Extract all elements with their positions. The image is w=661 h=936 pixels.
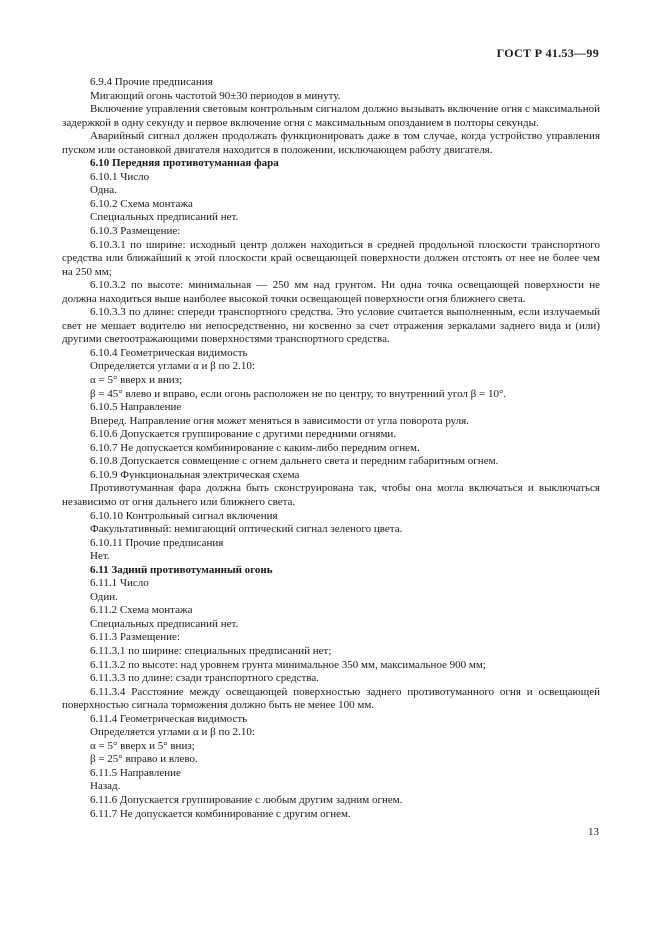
document-id: ГОСТ Р 41.53—99 bbox=[496, 46, 599, 60]
paragraph: 6.11.2 Схема монтажа bbox=[90, 604, 193, 617]
paragraph: Один. bbox=[90, 590, 118, 603]
paragraph: β = 25° вправо и влево. bbox=[90, 753, 198, 766]
paragraph: 6.10.3.2 по высоте: минимальная — 250 мм над грунтом. Ни одна точка освещающей поверхности не должна находиться выше наиболее высокой точки освещающей поверхности огня ближнего света. bbox=[62, 279, 600, 305]
paragraph: 6.10.3.3 по длине: спереди транспортного средства. Это условие считается выполненным, если излучаемый свет не мешает водителю ни непосредственно, ни косвенно за счет отражения зеркалами заднего вида и (или) другими светоотражающими поверхностями транспортного средства. bbox=[62, 306, 600, 346]
paragraph: Аварийный сигнал должен продолжать функционировать даже в том случае, когда устройство управления пуском или остановкой двигателя находится в положении, исключающем работу двигателя. bbox=[62, 130, 600, 156]
paragraph: Вперед. Направление огня может меняться в зависимости от угла поворота руля. bbox=[90, 414, 469, 427]
paragraph: Определяется углами α и β по 2.10: bbox=[90, 360, 255, 373]
paragraph: 6.11.3.3 по длине: сзади транспортного средства. bbox=[90, 672, 319, 685]
paragraph: Нет. bbox=[90, 550, 110, 563]
paragraph: 6.10.5 Направление bbox=[90, 401, 182, 414]
paragraph: 6.10.4 Геометрическая видимость bbox=[90, 346, 248, 359]
paragraph: 6.10.10 Контрольный сигнал включения bbox=[90, 509, 278, 522]
paragraph: α = 5° вверх и вниз; bbox=[90, 374, 183, 387]
paragraph: Факультативный: немигающий оптический сигнал зеленого цвета. bbox=[90, 523, 403, 536]
paragraph: 6.10.3 Размещение: bbox=[90, 225, 181, 238]
paragraph: 6.11.6 Допускается группирование с любым другим задним огнем. bbox=[90, 793, 403, 806]
page-number: 13 bbox=[588, 826, 599, 838]
paragraph: 6.11.3.2 по высоте: над уровнем грунта минимальное 350 мм, максимальное 900 мм; bbox=[90, 658, 486, 671]
paragraph: Противотуманная фара должна быть сконструирована так, чтобы она могла включаться и выключаться независимо от огня дальнего или ближнего света. bbox=[62, 482, 600, 508]
paragraph: 6.11.3 Размещение: bbox=[90, 631, 180, 644]
paragraph: 6.10.1 Число bbox=[90, 170, 150, 183]
paragraph: Специальных предписаний нет. bbox=[90, 211, 239, 224]
paragraph: β = 45° влево и вправо, если огонь расположен не по центру, то внутренний угол β = 10°. bbox=[90, 387, 507, 400]
paragraph: Мигающий огонь частотой 90±30 периодов в минуту. bbox=[90, 89, 341, 102]
paragraph: 6.11.7 Не допускается комбинирование с другим огнем. bbox=[90, 807, 351, 820]
paragraph: 6.11.3.1 по ширине: специальных предписаний нет; bbox=[90, 644, 332, 657]
paragraph: 6.10.2 Схема монтажа bbox=[90, 197, 193, 210]
paragraph: α = 5° вверх и 5° вниз; bbox=[90, 739, 195, 752]
paragraph: 6.9.4 Прочие предписания bbox=[90, 76, 213, 88]
paragraph: 6.11.3.4 Расстояние между освещающей поверхностью заднего противотуманного огня и освещающей поверхностью сигнала торможения должно быть не менее 100 мм. bbox=[62, 685, 600, 712]
paragraph: Одна. bbox=[90, 184, 117, 197]
paragraph: 6.11.4 Геометрическая видимость bbox=[90, 712, 248, 725]
document-body bbox=[62, 76, 600, 821]
paragraph: 6.10.6 Допускается группирование с другими передними огнями. bbox=[90, 428, 397, 441]
section-heading: 6.10 Передняя противотуманная фара bbox=[90, 157, 279, 170]
section-heading: 6.11 Задний противотуманный огонь bbox=[90, 563, 273, 576]
paragraph: 6.10.7 Не допускается комбинирование с каким-либо передним огнем. bbox=[90, 441, 420, 454]
paragraph: 6.10.9 Функциональная электрическая схема bbox=[90, 468, 300, 481]
paragraph: 6.11.5 Направление bbox=[90, 766, 181, 779]
paragraph: 6.10.8 Допускается совмещение с огнем дальнего света и передним габаритным огнем. bbox=[90, 455, 499, 468]
paragraph: 6.11.1 Число bbox=[90, 577, 149, 590]
paragraph: 6.10.11 Прочие предписания bbox=[90, 536, 224, 549]
paragraph: Включение управления световым контрольным сигналом должно вызывать включение огня с максимальной задержкой в одну секунду и первое включение огня с максимальным опозданием в полторы секунды. bbox=[62, 103, 600, 129]
paragraph: Специальных предписаний нет. bbox=[90, 617, 239, 630]
paragraph: Определяется углами α и β по 2.10: bbox=[90, 726, 255, 739]
paragraph: 6.10.3.1 по ширине: исходный центр должен находиться в средней продольной плоскости транспортного средства или ближайший к этой плоскости край освещающей поверхности должен отстоять от нее не более чем на 250 мм; bbox=[62, 238, 600, 278]
paragraph: Назад. bbox=[90, 780, 121, 793]
